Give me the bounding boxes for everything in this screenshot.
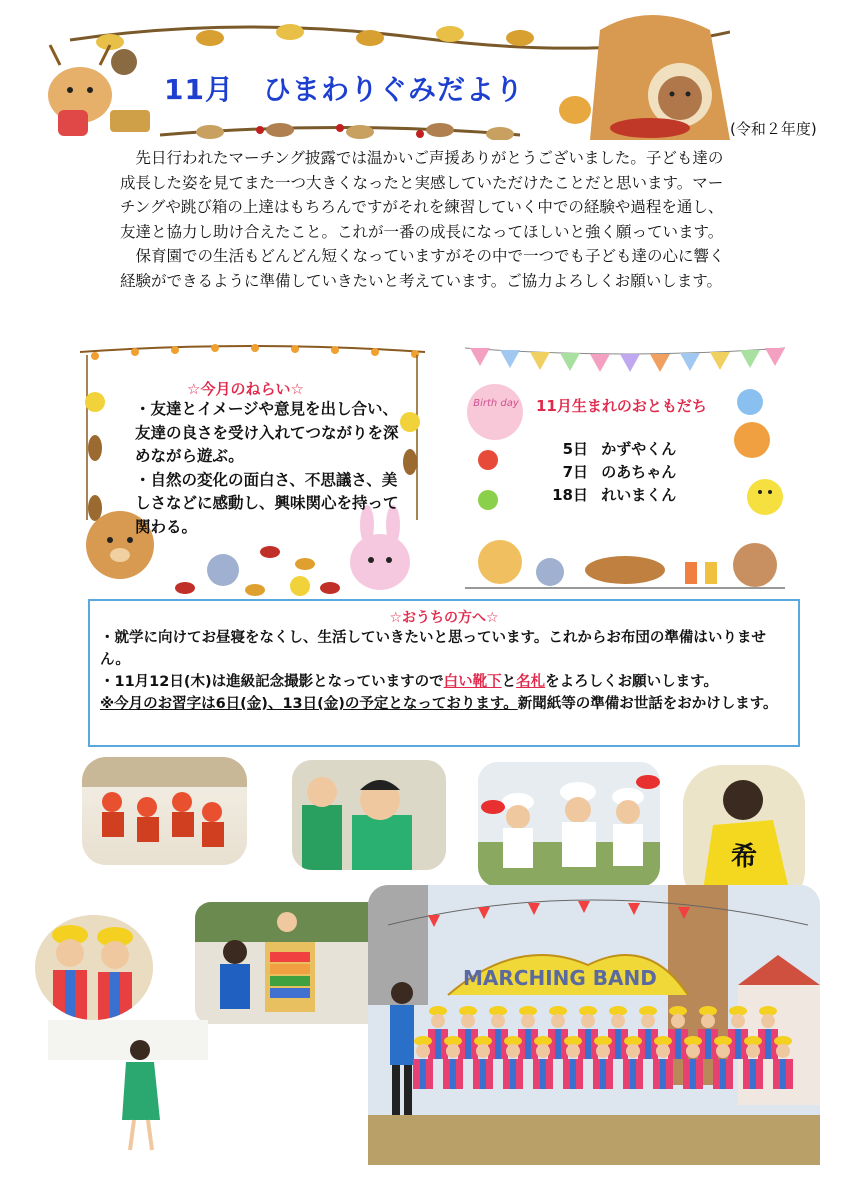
band-child-figure xyxy=(656,1044,670,1058)
band-child-figure xyxy=(630,1059,636,1089)
band-child-figure xyxy=(720,1059,726,1089)
band-child-figure xyxy=(641,1014,655,1028)
band-child-figure xyxy=(435,1029,441,1059)
band-child-figure xyxy=(731,1014,745,1028)
band-child-figure xyxy=(476,1044,490,1058)
birthday-panel xyxy=(460,340,790,595)
notice-line-calligraphy xyxy=(100,693,790,715)
birthday-name: かずやくん xyxy=(601,440,677,458)
band-child-figure xyxy=(746,1044,760,1058)
band-child-figure xyxy=(420,1059,426,1089)
photo-children-green-costume xyxy=(292,760,446,870)
marching-band-banner-text: MARCHING BAND xyxy=(463,966,657,990)
birthday-day: 5日 xyxy=(562,440,588,458)
notice-text: をよろしくお願いします。 xyxy=(545,674,718,690)
band-child-figure xyxy=(750,1059,756,1089)
notice-text: ・11月12日(木)は進級記念撮影となっていますので xyxy=(100,674,444,690)
band-child-figure xyxy=(416,1044,430,1058)
shirt-character: 希 xyxy=(731,842,758,872)
birthday-entry xyxy=(548,438,708,459)
header-banner xyxy=(40,10,730,140)
band-child-figure xyxy=(446,1044,460,1058)
band-child-figure xyxy=(506,1044,520,1058)
band-child-figure xyxy=(776,1044,790,1058)
band-child-figure xyxy=(581,1014,595,1028)
photo-marching-band-group xyxy=(368,885,820,1165)
band-child-figure xyxy=(660,1059,666,1089)
birthday-name: れいまくん xyxy=(601,486,677,504)
band-child-figure xyxy=(536,1044,550,1058)
photo-children-yellow-hats xyxy=(35,915,153,1020)
fiscal-year-label: (令和２年度) xyxy=(730,120,817,138)
band-child-figure xyxy=(600,1059,606,1089)
birthday-day: 18日 xyxy=(552,486,588,504)
band-child-figure xyxy=(551,1014,565,1028)
birthday-entry xyxy=(548,461,708,482)
birthday-badge: Birth day xyxy=(473,398,519,409)
intro-paragraph-2: 保育園での生活もどんどん短くなっていますがその中で一つでも子ども達の心に響く経験ができるように準備していきたいと考えています。ご協力よろしくお願いします。 xyxy=(120,247,725,290)
band-child-figure xyxy=(495,1029,501,1059)
band-child-figure xyxy=(705,1029,711,1059)
band-child-figure xyxy=(570,1059,576,1089)
band-child-figure xyxy=(761,1014,775,1028)
band-child-figure xyxy=(716,1044,730,1058)
band-child-figure xyxy=(671,1014,685,1028)
band-child-figure xyxy=(596,1044,610,1058)
aims-item: ・友達とイメージや意見を出し合い、友達の良さを受け入れてつながりを深めながら遊ぶ。 xyxy=(135,400,399,465)
notice-line-nap: ・就学に向けてお昼寝をなくし、生活していきたいと思っています。これからお布団の準備はいりません。 xyxy=(100,630,766,668)
intro-text xyxy=(120,146,730,293)
band-child-figure xyxy=(626,1044,640,1058)
band-child-figure xyxy=(765,1029,771,1059)
notice-body xyxy=(100,627,790,715)
band-child-figure xyxy=(540,1059,546,1089)
parents-notice-box xyxy=(88,599,800,747)
birthday-title: 11月生まれのおともだち xyxy=(536,397,707,415)
band-child-figure xyxy=(525,1029,531,1059)
notice-text: と xyxy=(501,674,517,690)
photo-children-white-caps xyxy=(478,762,660,887)
calligraphy-schedule: ※今月のお習字は6日(金)、13日(金)の予定となっております。 xyxy=(100,696,518,712)
band-child-figure xyxy=(585,1029,591,1059)
intro-paragraph-1: 先日行われたマーチング披露では温かいご声援ありがとうございました。子ども達の成長した姿を見てまた一つ大きくなったと実感していただけたことだと思います。マーチングや跳び箱の上達はもちろんですがそれを練習していく中での経験や過程を通し、友達と協力し助け合えたこと。これが一番の成長になってほしいと強く願っています。 xyxy=(120,149,724,241)
band-child-figure xyxy=(491,1014,505,1028)
band-child-figure xyxy=(480,1059,486,1089)
birthday-name: のあちゃん xyxy=(601,463,677,481)
birthday-entry xyxy=(548,484,708,505)
band-child-figure xyxy=(645,1029,651,1059)
name-tag-highlight: 名札 xyxy=(516,674,546,690)
band-child-figure xyxy=(431,1014,445,1028)
notice-text: 新聞紙等の準備お世話をおかけします。 xyxy=(517,696,778,712)
band-child-figure xyxy=(690,1059,696,1089)
monthly-aims-panel xyxy=(75,340,430,600)
band-child-figure xyxy=(686,1044,700,1058)
band-child-figure xyxy=(450,1059,456,1089)
band-child-figure xyxy=(555,1029,561,1059)
band-child-figure xyxy=(566,1044,580,1058)
notice-title: ☆おうちの方へ☆ xyxy=(389,610,499,626)
band-child-figure xyxy=(461,1014,475,1028)
band-child-figure xyxy=(701,1014,715,1028)
birthday-day: 7日 xyxy=(562,463,588,481)
aims-list xyxy=(135,398,410,539)
band-child-figure xyxy=(465,1029,471,1059)
notice-line-photo xyxy=(100,671,790,693)
white-socks-highlight: 白い靴下 xyxy=(443,674,502,690)
page-title: 11月 ひまわりぐみだより xyxy=(164,73,524,106)
photo-dance-performance xyxy=(82,757,247,865)
band-child-figure xyxy=(611,1014,625,1028)
band-child-figure xyxy=(735,1029,741,1059)
band-child-figure xyxy=(510,1059,516,1089)
photo-child-green-cape xyxy=(48,1020,208,1155)
band-child-figure xyxy=(615,1029,621,1059)
band-child-figure xyxy=(780,1059,786,1089)
band-child-figure xyxy=(521,1014,535,1028)
aims-title: ☆今月のねらい☆ xyxy=(187,380,304,398)
photo-vaulting-box xyxy=(195,902,385,1024)
band-child-figure xyxy=(675,1029,681,1059)
aims-item: ・自然の変化の面白さ、不思議さ、美しさなどに感動し、興味関心を持って関わる。 xyxy=(135,470,399,536)
